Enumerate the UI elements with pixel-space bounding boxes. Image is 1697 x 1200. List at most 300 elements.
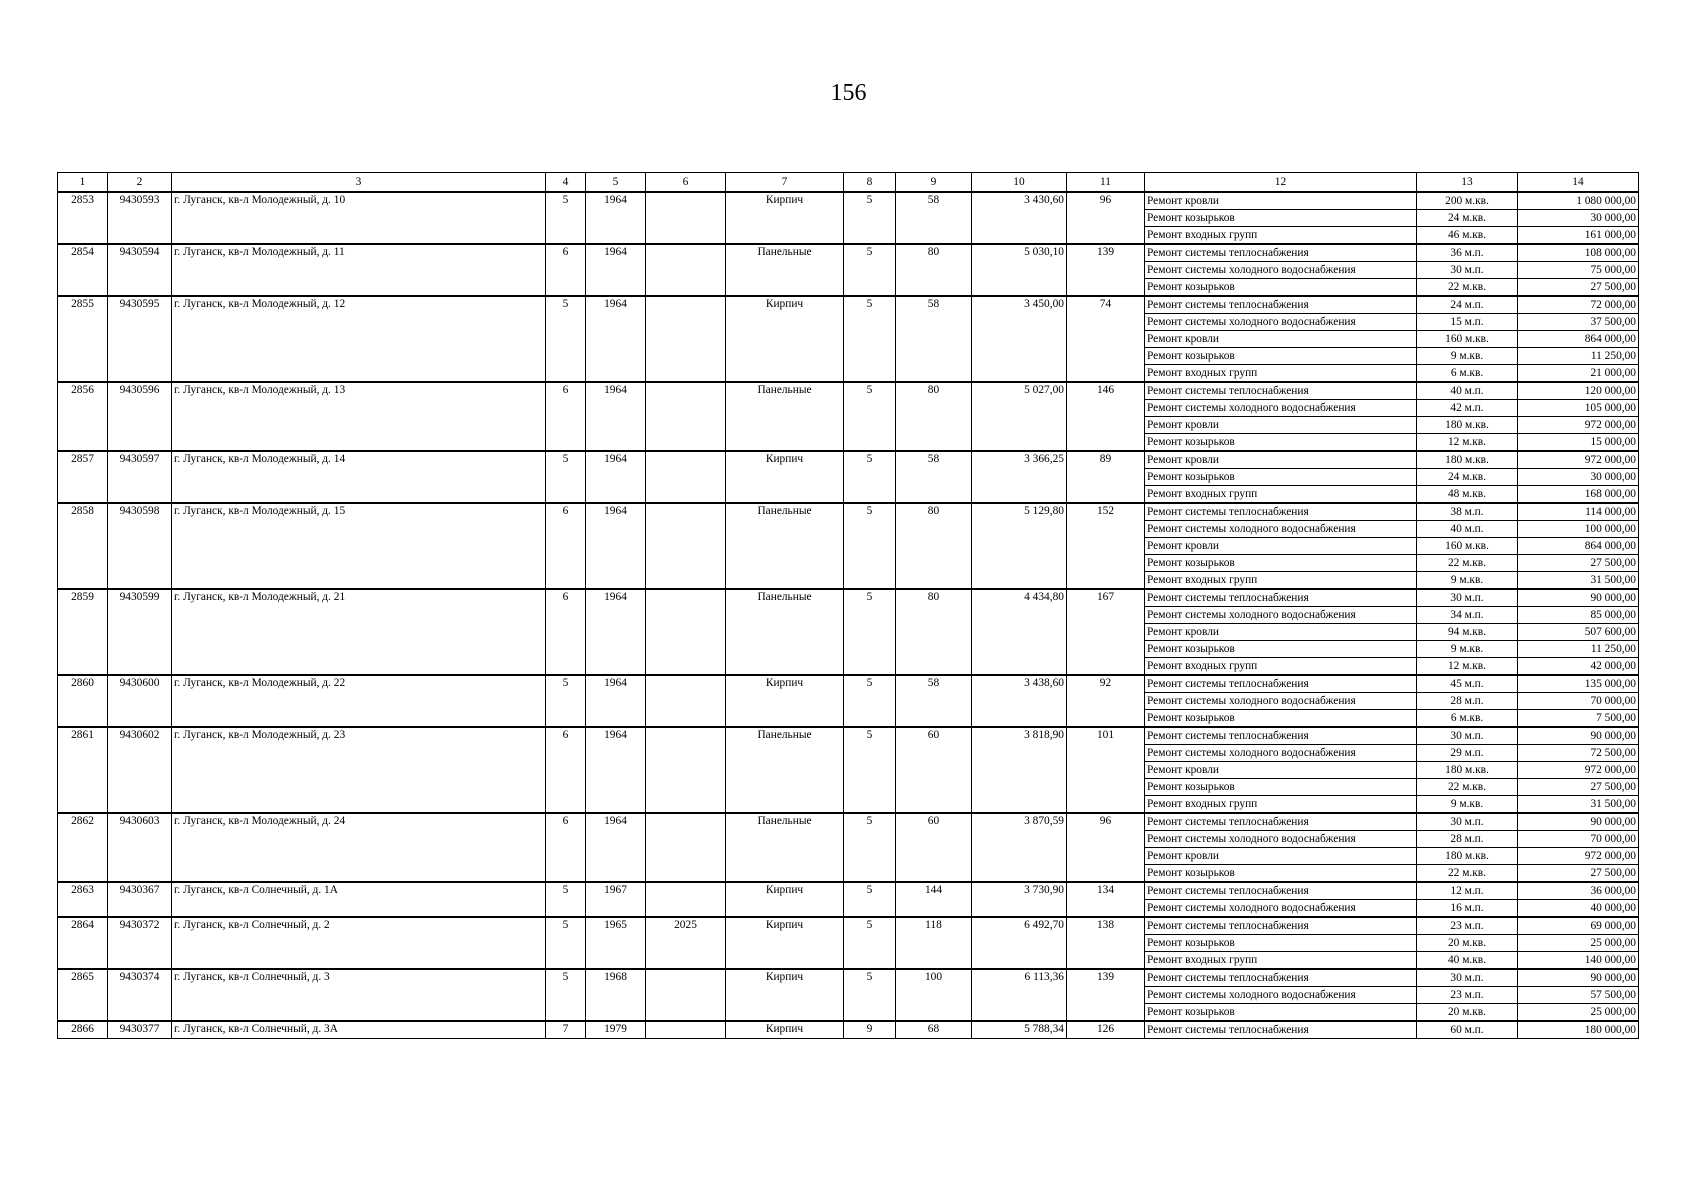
column-header: 4: [546, 173, 586, 193]
work-name-cell: Ремонт козырьков: [1145, 1004, 1417, 1022]
col-6-cell: [646, 969, 726, 1021]
address-cell: г. Луганск, кв-л Молодежный, д. 12: [172, 296, 546, 382]
col-9-cell: 80: [896, 382, 972, 451]
address-cell: г. Луганск, кв-л Солнечный, д. 2: [172, 917, 546, 969]
work-cost-cell: 90 000,00: [1518, 969, 1639, 987]
row-number-cell: 2859: [58, 589, 108, 675]
work-quantity-cell: 30 м.п.: [1417, 589, 1518, 607]
year-built-cell: 1979: [586, 1021, 646, 1039]
work-name-cell: Ремонт входных групп: [1145, 796, 1417, 814]
address-cell: г. Луганск, кв-л Молодежный, д. 11: [172, 244, 546, 296]
work-cost-cell: 135 000,00: [1518, 675, 1639, 693]
work-cost-cell: 972 000,00: [1518, 451, 1639, 469]
col-9-cell: 60: [896, 727, 972, 813]
column-header: 9: [896, 173, 972, 193]
address-cell: г. Луганск, кв-л Молодежный, д. 10: [172, 192, 546, 244]
work-quantity-cell: 42 м.п.: [1417, 400, 1518, 417]
row-number-cell: 2857: [58, 451, 108, 503]
work-quantity-cell: 12 м.п.: [1417, 882, 1518, 900]
address-cell: г. Луганск, кв-л Солнечный, д. 1А: [172, 882, 546, 917]
year-built-cell: 1964: [586, 675, 646, 727]
work-cost-cell: 31 500,00: [1518, 796, 1639, 814]
col-4-cell: 6: [546, 813, 586, 882]
row-number-cell: 2856: [58, 382, 108, 451]
work-name-cell: Ремонт кровли: [1145, 417, 1417, 434]
col-9-cell: 58: [896, 451, 972, 503]
residents-cell: 96: [1067, 813, 1145, 882]
work-cost-cell: 168 000,00: [1518, 486, 1639, 504]
work-name-cell: Ремонт входных групп: [1145, 658, 1417, 676]
column-header: 8: [844, 173, 896, 193]
residents-cell: 96: [1067, 192, 1145, 244]
work-cost-cell: 36 000,00: [1518, 882, 1639, 900]
work-name-cell: Ремонт системы холодного водоснабжения: [1145, 400, 1417, 417]
table-row: [58, 1021, 1639, 1039]
floors-cell: 5: [844, 727, 896, 813]
work-cost-cell: 27 500,00: [1518, 865, 1639, 883]
floors-cell: 5: [844, 244, 896, 296]
address-cell: г. Луганск, кв-л Молодежный, д. 24: [172, 813, 546, 882]
work-cost-cell: 15 000,00: [1518, 434, 1639, 452]
work-cost-cell: 120 000,00: [1518, 382, 1639, 400]
work-name-cell: Ремонт кровли: [1145, 848, 1417, 865]
work-quantity-cell: 46 м.кв.: [1417, 227, 1518, 245]
table-row: [58, 917, 1639, 935]
table-row: [58, 727, 1639, 745]
col-6-cell: [646, 382, 726, 451]
table-row: [58, 382, 1639, 400]
table-row: [58, 969, 1639, 987]
work-name-cell: Ремонт козырьков: [1145, 348, 1417, 365]
col-4-cell: 6: [546, 244, 586, 296]
floors-cell: 5: [844, 917, 896, 969]
col-4-cell: 6: [546, 503, 586, 589]
work-cost-cell: 85 000,00: [1518, 607, 1639, 624]
work-cost-cell: 972 000,00: [1518, 417, 1639, 434]
work-quantity-cell: 12 м.кв.: [1417, 658, 1518, 676]
column-header: 3: [172, 173, 546, 193]
row-number-cell: 2855: [58, 296, 108, 382]
work-name-cell: Ремонт кровли: [1145, 192, 1417, 210]
work-cost-cell: 11 250,00: [1518, 348, 1639, 365]
wall-material-cell: Кирпич: [726, 969, 844, 1021]
work-cost-cell: 972 000,00: [1518, 762, 1639, 779]
work-cost-cell: 25 000,00: [1518, 1004, 1639, 1022]
row-number-cell: 2864: [58, 917, 108, 969]
work-name-cell: Ремонт козырьков: [1145, 641, 1417, 658]
work-name-cell: Ремонт кровли: [1145, 538, 1417, 555]
work-name-cell: Ремонт системы холодного водоснабжения: [1145, 693, 1417, 710]
work-quantity-cell: 29 м.п.: [1417, 745, 1518, 762]
col-9-cell: 80: [896, 589, 972, 675]
column-header: 12: [1145, 173, 1417, 193]
work-cost-cell: 180 000,00: [1518, 1021, 1639, 1039]
building-code-cell: 9430597: [108, 451, 172, 503]
row-number-cell: 2861: [58, 727, 108, 813]
row-number-cell: 2860: [58, 675, 108, 727]
table-row: [58, 192, 1639, 210]
work-quantity-cell: 6 м.кв.: [1417, 365, 1518, 383]
col-4-cell: 6: [546, 382, 586, 451]
year-built-cell: 1968: [586, 969, 646, 1021]
work-name-cell: Ремонт кровли: [1145, 624, 1417, 641]
work-cost-cell: 507 600,00: [1518, 624, 1639, 641]
col-9-cell: 118: [896, 917, 972, 969]
col-4-cell: 5: [546, 296, 586, 382]
work-cost-cell: 27 500,00: [1518, 779, 1639, 796]
work-quantity-cell: 160 м.кв.: [1417, 331, 1518, 348]
work-name-cell: Ремонт системы теплоснабжения: [1145, 969, 1417, 987]
col-6-cell: 2025: [646, 917, 726, 969]
address-cell: г. Луганск, кв-л Молодежный, д. 15: [172, 503, 546, 589]
building-code-cell: 9430594: [108, 244, 172, 296]
work-quantity-cell: 16 м.п.: [1417, 900, 1518, 918]
wall-material-cell: Кирпич: [726, 917, 844, 969]
building-code-cell: 9430367: [108, 882, 172, 917]
work-quantity-cell: 45 м.п.: [1417, 675, 1518, 693]
floors-cell: 5: [844, 882, 896, 917]
work-quantity-cell: 6 м.кв.: [1417, 710, 1518, 728]
work-name-cell: Ремонт системы теплоснабжения: [1145, 675, 1417, 693]
work-quantity-cell: 9 м.кв.: [1417, 641, 1518, 658]
address-cell: г. Луганск, кв-л Солнечный, д. 3А: [172, 1021, 546, 1039]
work-name-cell: Ремонт системы холодного водоснабжения: [1145, 314, 1417, 331]
col-4-cell: 5: [546, 882, 586, 917]
floors-cell: 5: [844, 192, 896, 244]
floors-cell: 5: [844, 589, 896, 675]
col-9-cell: 60: [896, 813, 972, 882]
work-cost-cell: 75 000,00: [1518, 262, 1639, 279]
work-name-cell: Ремонт системы холодного водоснабжения: [1145, 521, 1417, 538]
work-cost-cell: 972 000,00: [1518, 848, 1639, 865]
area-cell: 3 818,90: [972, 727, 1067, 813]
row-number-cell: 2862: [58, 813, 108, 882]
residents-cell: 139: [1067, 244, 1145, 296]
work-quantity-cell: 60 м.п.: [1417, 1021, 1518, 1039]
address-cell: г. Луганск, кв-л Солнечный, д. 3: [172, 969, 546, 1021]
building-code-cell: 9430599: [108, 589, 172, 675]
wall-material-cell: Кирпич: [726, 296, 844, 382]
work-name-cell: Ремонт козырьков: [1145, 779, 1417, 796]
work-quantity-cell: 15 м.п.: [1417, 314, 1518, 331]
building-code-cell: 9430593: [108, 192, 172, 244]
work-cost-cell: 108 000,00: [1518, 244, 1639, 262]
year-built-cell: 1964: [586, 192, 646, 244]
wall-material-cell: Панельные: [726, 813, 844, 882]
row-number-cell: 2866: [58, 1021, 108, 1039]
residents-cell: 138: [1067, 917, 1145, 969]
col-9-cell: 80: [896, 244, 972, 296]
work-name-cell: Ремонт системы теплоснабжения: [1145, 503, 1417, 521]
area-cell: 3 438,60: [972, 675, 1067, 727]
wall-material-cell: Панельные: [726, 244, 844, 296]
wall-material-cell: Кирпич: [726, 1021, 844, 1039]
table-row: [58, 589, 1639, 607]
row-number-cell: 2865: [58, 969, 108, 1021]
work-quantity-cell: 24 м.п.: [1417, 296, 1518, 314]
building-code-cell: 9430596: [108, 382, 172, 451]
row-number-cell: 2853: [58, 192, 108, 244]
address-cell: г. Луганск, кв-л Молодежный, д. 22: [172, 675, 546, 727]
work-cost-cell: 31 500,00: [1518, 572, 1639, 590]
col-6-cell: [646, 813, 726, 882]
col-9-cell: 58: [896, 296, 972, 382]
floors-cell: 5: [844, 969, 896, 1021]
floors-cell: 5: [844, 503, 896, 589]
work-name-cell: Ремонт входных групп: [1145, 227, 1417, 245]
col-4-cell: 5: [546, 451, 586, 503]
work-cost-cell: 1 080 000,00: [1518, 192, 1639, 210]
work-quantity-cell: 20 м.кв.: [1417, 1004, 1518, 1022]
work-name-cell: Ремонт системы теплоснабжения: [1145, 813, 1417, 831]
work-name-cell: Ремонт козырьков: [1145, 710, 1417, 728]
work-quantity-cell: 28 м.п.: [1417, 693, 1518, 710]
work-name-cell: Ремонт козырьков: [1145, 469, 1417, 486]
address-cell: г. Луганск, кв-л Молодежный, д. 14: [172, 451, 546, 503]
row-number-cell: 2858: [58, 503, 108, 589]
year-built-cell: 1964: [586, 244, 646, 296]
work-cost-cell: 30 000,00: [1518, 210, 1639, 227]
work-name-cell: Ремонт системы теплоснабжения: [1145, 917, 1417, 935]
work-quantity-cell: 94 м.кв.: [1417, 624, 1518, 641]
work-name-cell: Ремонт входных групп: [1145, 952, 1417, 970]
work-name-cell: Ремонт системы холодного водоснабжения: [1145, 607, 1417, 624]
work-cost-cell: 864 000,00: [1518, 538, 1639, 555]
col-6-cell: [646, 727, 726, 813]
year-built-cell: 1965: [586, 917, 646, 969]
col-6-cell: [646, 296, 726, 382]
year-built-cell: 1964: [586, 589, 646, 675]
year-built-cell: 1967: [586, 882, 646, 917]
area-cell: 6 113,36: [972, 969, 1067, 1021]
col-9-cell: 80: [896, 503, 972, 589]
work-name-cell: Ремонт системы теплоснабжения: [1145, 727, 1417, 745]
residents-cell: 146: [1067, 382, 1145, 451]
building-code-cell: 9430603: [108, 813, 172, 882]
table-body: [58, 192, 1639, 1039]
work-name-cell: Ремонт системы теплоснабжения: [1145, 296, 1417, 314]
work-cost-cell: 90 000,00: [1518, 813, 1639, 831]
column-header: 10: [972, 173, 1067, 193]
work-quantity-cell: 180 м.кв.: [1417, 451, 1518, 469]
year-built-cell: 1964: [586, 451, 646, 503]
column-header: 13: [1417, 173, 1518, 193]
col-6-cell: [646, 675, 726, 727]
work-quantity-cell: 20 м.кв.: [1417, 935, 1518, 952]
work-quantity-cell: 30 м.п.: [1417, 262, 1518, 279]
col-6-cell: [646, 589, 726, 675]
col-4-cell: 6: [546, 589, 586, 675]
work-cost-cell: 90 000,00: [1518, 727, 1639, 745]
building-code-cell: 9430374: [108, 969, 172, 1021]
col-4-cell: 6: [546, 727, 586, 813]
col-6-cell: [646, 1021, 726, 1039]
wall-material-cell: Кирпич: [726, 192, 844, 244]
column-header: 1: [58, 173, 108, 193]
work-cost-cell: 100 000,00: [1518, 521, 1639, 538]
col-4-cell: 5: [546, 675, 586, 727]
floors-cell: 5: [844, 382, 896, 451]
work-name-cell: Ремонт системы теплоснабжения: [1145, 882, 1417, 900]
column-header: 2: [108, 173, 172, 193]
address-cell: г. Луганск, кв-л Молодежный, д. 13: [172, 382, 546, 451]
work-name-cell: Ремонт входных групп: [1145, 486, 1417, 504]
work-quantity-cell: 23 м.п.: [1417, 917, 1518, 935]
work-name-cell: Ремонт входных групп: [1145, 572, 1417, 590]
work-cost-cell: 69 000,00: [1518, 917, 1639, 935]
work-name-cell: Ремонт системы теплоснабжения: [1145, 382, 1417, 400]
work-cost-cell: 27 500,00: [1518, 555, 1639, 572]
residents-cell: 89: [1067, 451, 1145, 503]
table-row: [58, 503, 1639, 521]
work-quantity-cell: 24 м.кв.: [1417, 210, 1518, 227]
residents-cell: 167: [1067, 589, 1145, 675]
work-name-cell: Ремонт системы холодного водоснабжения: [1145, 745, 1417, 762]
page-number: 156: [830, 80, 867, 106]
area-cell: 3 366,25: [972, 451, 1067, 503]
work-cost-cell: 27 500,00: [1518, 279, 1639, 297]
floors-cell: 5: [844, 451, 896, 503]
work-name-cell: Ремонт кровли: [1145, 331, 1417, 348]
work-quantity-cell: 24 м.кв.: [1417, 469, 1518, 486]
work-cost-cell: 72 000,00: [1518, 296, 1639, 314]
area-cell: 3 430,60: [972, 192, 1067, 244]
work-name-cell: Ремонт козырьков: [1145, 555, 1417, 572]
work-cost-cell: 140 000,00: [1518, 952, 1639, 970]
area-cell: 5 027,00: [972, 382, 1067, 451]
table-row: [58, 882, 1639, 900]
work-quantity-cell: 12 м.кв.: [1417, 434, 1518, 452]
col-6-cell: [646, 882, 726, 917]
wall-material-cell: Панельные: [726, 382, 844, 451]
residents-cell: 134: [1067, 882, 1145, 917]
area-cell: 3 730,90: [972, 882, 1067, 917]
work-quantity-cell: 38 м.п.: [1417, 503, 1518, 521]
work-name-cell: Ремонт системы холодного водоснабжения: [1145, 262, 1417, 279]
work-name-cell: Ремонт козырьков: [1145, 935, 1417, 952]
work-cost-cell: 11 250,00: [1518, 641, 1639, 658]
building-code-cell: 9430600: [108, 675, 172, 727]
wall-material-cell: Кирпич: [726, 675, 844, 727]
work-name-cell: Ремонт системы теплоснабжения: [1145, 589, 1417, 607]
work-name-cell: Ремонт козырьков: [1145, 434, 1417, 452]
col-4-cell: 5: [546, 917, 586, 969]
address-cell: г. Луганск, кв-л Молодежный, д. 21: [172, 589, 546, 675]
work-cost-cell: 105 000,00: [1518, 400, 1639, 417]
work-name-cell: Ремонт системы холодного водоснабжения: [1145, 987, 1417, 1004]
work-name-cell: Ремонт кровли: [1145, 451, 1417, 469]
work-cost-cell: 30 000,00: [1518, 469, 1639, 486]
building-code-cell: 9430372: [108, 917, 172, 969]
column-header: 6: [646, 173, 726, 193]
table-row: [58, 244, 1639, 262]
area-cell: 5 129,80: [972, 503, 1067, 589]
work-quantity-cell: 22 м.кв.: [1417, 779, 1518, 796]
col-6-cell: [646, 503, 726, 589]
work-quantity-cell: 9 м.кв.: [1417, 348, 1518, 365]
residents-cell: 139: [1067, 969, 1145, 1021]
floors-cell: 5: [844, 675, 896, 727]
wall-material-cell: Кирпич: [726, 882, 844, 917]
wall-material-cell: Кирпич: [726, 451, 844, 503]
residents-cell: 92: [1067, 675, 1145, 727]
col-6-cell: [646, 192, 726, 244]
table-row: [58, 296, 1639, 314]
column-header: 11: [1067, 173, 1145, 193]
year-built-cell: 1964: [586, 727, 646, 813]
work-quantity-cell: 180 м.кв.: [1417, 848, 1518, 865]
work-quantity-cell: 30 м.п.: [1417, 969, 1518, 987]
year-built-cell: 1964: [586, 296, 646, 382]
wall-material-cell: Панельные: [726, 589, 844, 675]
residents-cell: 126: [1067, 1021, 1145, 1039]
work-name-cell: Ремонт системы теплоснабжения: [1145, 1021, 1417, 1039]
work-quantity-cell: 200 м.кв.: [1417, 192, 1518, 210]
column-header: 14: [1518, 173, 1639, 193]
col-4-cell: 5: [546, 192, 586, 244]
column-header-row: [58, 173, 1639, 193]
work-cost-cell: 161 000,00: [1518, 227, 1639, 245]
work-cost-cell: 21 000,00: [1518, 365, 1639, 383]
floors-cell: 9: [844, 1021, 896, 1039]
work-quantity-cell: 40 м.п.: [1417, 521, 1518, 538]
work-cost-cell: 37 500,00: [1518, 314, 1639, 331]
work-quantity-cell: 180 м.кв.: [1417, 762, 1518, 779]
work-cost-cell: 42 000,00: [1518, 658, 1639, 676]
work-quantity-cell: 9 м.кв.: [1417, 572, 1518, 590]
work-name-cell: Ремонт козырьков: [1145, 279, 1417, 297]
col-9-cell: 100: [896, 969, 972, 1021]
col-6-cell: [646, 451, 726, 503]
area-cell: 5 030,10: [972, 244, 1067, 296]
work-quantity-cell: 48 м.кв.: [1417, 486, 1518, 504]
work-quantity-cell: 36 м.п.: [1417, 244, 1518, 262]
col-4-cell: 7: [546, 1021, 586, 1039]
work-quantity-cell: 22 м.кв.: [1417, 279, 1518, 297]
work-quantity-cell: 9 м.кв.: [1417, 796, 1518, 814]
work-name-cell: Ремонт козырьков: [1145, 210, 1417, 227]
work-name-cell: Ремонт входных групп: [1145, 365, 1417, 383]
col-9-cell: 58: [896, 192, 972, 244]
work-cost-cell: 864 000,00: [1518, 331, 1639, 348]
work-quantity-cell: 22 м.кв.: [1417, 865, 1518, 883]
work-quantity-cell: 22 м.кв.: [1417, 555, 1518, 572]
work-quantity-cell: 40 м.п.: [1417, 382, 1518, 400]
year-built-cell: 1964: [586, 382, 646, 451]
work-cost-cell: 40 000,00: [1518, 900, 1639, 918]
building-code-cell: 9430598: [108, 503, 172, 589]
work-name-cell: Ремонт системы холодного водоснабжения: [1145, 900, 1417, 918]
area-cell: 5 788,34: [972, 1021, 1067, 1039]
building-code-cell: 9430602: [108, 727, 172, 813]
work-cost-cell: 114 000,00: [1518, 503, 1639, 521]
wall-material-cell: Панельные: [726, 727, 844, 813]
area-cell: 3 450,00: [972, 296, 1067, 382]
work-quantity-cell: 28 м.п.: [1417, 831, 1518, 848]
table-row: [58, 813, 1639, 831]
wall-material-cell: Панельные: [726, 503, 844, 589]
work-name-cell: Ремонт системы теплоснабжения: [1145, 244, 1417, 262]
col-9-cell: 68: [896, 1021, 972, 1039]
work-cost-cell: 90 000,00: [1518, 589, 1639, 607]
row-number-cell: 2854: [58, 244, 108, 296]
row-number-cell: 2863: [58, 882, 108, 917]
building-code-cell: 9430595: [108, 296, 172, 382]
work-cost-cell: 7 500,00: [1518, 710, 1639, 728]
year-built-cell: 1964: [586, 813, 646, 882]
floors-cell: 5: [844, 296, 896, 382]
area-cell: 4 434,80: [972, 589, 1067, 675]
